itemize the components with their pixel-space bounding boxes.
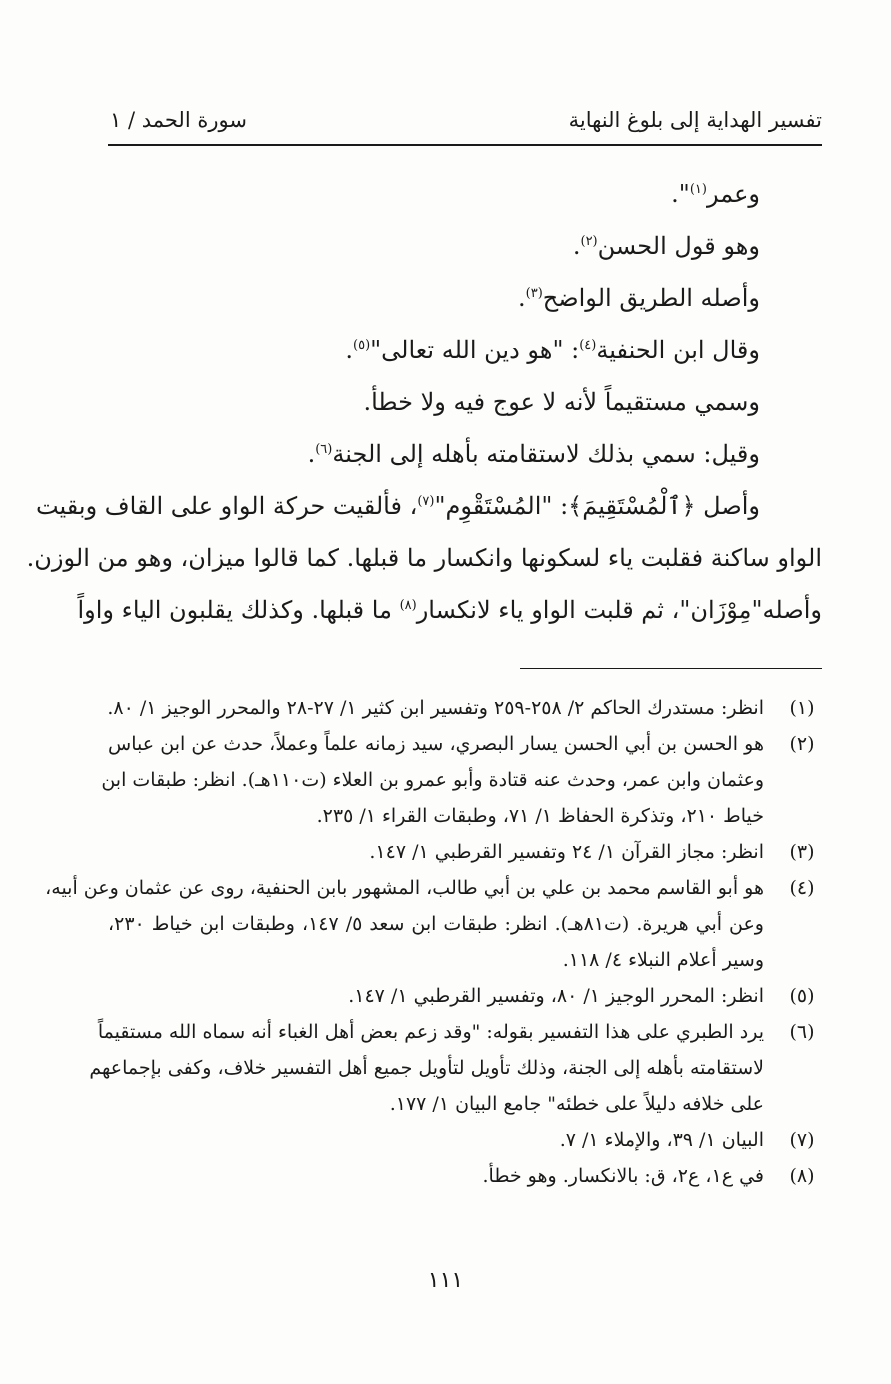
text-line: وقال ابن الحنفية$^{(٤)}$: "هو دين الله تعالى"$^{(٥)}$. — [345, 336, 760, 364]
footnote-number: (٥) — [789, 985, 815, 1007]
footnote-ref[interactable]: (١) — [689, 182, 707, 197]
footnote-number: (١) — [789, 697, 815, 719]
footnote-ref[interactable]: (٨) — [399, 598, 417, 613]
footnote — [108, 1122, 822, 1158]
footnote-ref[interactable]: (٤) — [579, 338, 597, 353]
footnote-ref[interactable]: (٥) — [353, 338, 371, 353]
footnotes — [45, 690, 822, 1194]
footnote-line: هو أبو القاسم محمد بن علي بن أبي طالب، المشهور بابن الحنفية، روى عن عثمان وعن أبيه، — [45, 877, 764, 899]
footnote-ref[interactable]: (٦) — [315, 442, 333, 457]
footnote — [101, 726, 822, 834]
footnote — [108, 1158, 822, 1194]
page-number: ١١١ — [427, 1268, 464, 1293]
text-line: وسمي مستقيماً لأنه لا عوج فيه ولا خطأ. — [363, 388, 760, 416]
footnote-line: انظر: المحرر الوجيز ١/ ٨٠، وتفسير القرطبي ١/ ١٤٧. — [348, 985, 764, 1007]
footnote — [45, 870, 822, 978]
footnote-number: (٢) — [789, 733, 815, 755]
footnote-ref[interactable]: (٣) — [525, 286, 543, 301]
footnote-number: (٣) — [789, 841, 815, 863]
text-line: الواو ساكنة فقلبت ياء لسكونها وانكسار ما قبلها. كما قالوا ميزان، وهو من الوزن. — [26, 544, 822, 572]
text-line: وأصله"مِوْزَان"، ثم قلبت الواو ياء لانكسار$^{(٨)}$ ما قبلها. وكذلك يقلبون الياء واواً — [77, 596, 822, 624]
footnote-ref[interactable]: (٢) — [580, 234, 598, 249]
footnote-line: يرد الطبري على هذا التفسير بقوله: "وقد زعم بعض أهل الغباء أنه سماه الله مستقيماً — [97, 1021, 764, 1043]
header-rule — [108, 144, 822, 146]
footnote-line: على خلافه دليلاً على خطئه" جامع البيان ١/ ١٧٧. — [389, 1093, 764, 1115]
running-header — [108, 108, 822, 136]
text-line: وقيل: سمي بذلك لاستقامته بأهله إلى الجنة$^{(٦)}$. — [307, 440, 760, 468]
footnote-line: في ع١، ع٢، ق: بالانكسار. وهو خطأ. — [482, 1165, 764, 1187]
footnote-line: البيان ١/ ٣٩، والإملاء ١/ ٧. — [559, 1129, 764, 1151]
footnote-number: (٤) — [789, 877, 815, 899]
book-title: تفسير الهداية إلى بلوغ النهاية — [568, 108, 822, 132]
footnote-separator — [520, 668, 822, 669]
footnote-line: هو الحسن بن أبي الحسن يسار البصري، سيد زمانه علماً وعملاً، حدث عن ابن عباس — [108, 733, 764, 755]
footnote-number: (٧) — [789, 1129, 815, 1151]
footnote-line: خياط ٢١٠، وتذكرة الحفاظ ١/ ٧١، وطبقات القراء ١/ ٢٣٥. — [316, 805, 764, 827]
footnote-line: وعثمان وابن عمر، وحدث عنه قتادة وأبو عمرو بن العلاء (ت١١٠هـ). انظر: طبقات ابن — [101, 769, 764, 791]
footnote-number: (٨) — [789, 1165, 815, 1187]
footnote — [89, 1014, 822, 1122]
footnote-line: انظر: مستدرك الحاكم ٢/ ٢٥٨-٢٥٩ وتفسير ابن كثير ١/ ٢٧-٢٨ والمحرر الوجيز ١/ ٨٠. — [107, 697, 764, 719]
footnote-line: وسير أعلام النبلاء ٤/ ١١٨. — [562, 949, 764, 971]
text-line: وأصله الطريق الواضح$^{(٣)}$. — [517, 284, 760, 312]
footnote-number: (٦) — [789, 1021, 815, 1043]
footnote — [108, 978, 822, 1014]
footnote — [108, 834, 822, 870]
footnote — [108, 690, 822, 726]
footnote-line: انظر: مجاز القرآن ١/ ٢٤ وتفسير القرطبي ١/ ١٤٧. — [369, 841, 764, 863]
footnote-line: وعن أبي هريرة. (ت٨١هـ). انظر: طبقات ابن سعد ٥/ ١٤٧، وطبقات ابن خياط ٢٣٠، — [108, 913, 764, 935]
footnote-ref[interactable]: (٧) — [417, 494, 435, 509]
text-line: وأصل ﴿ٱلْمُسْتَقِيمَ﴾: "المُسْتَقْوِم"$^{(٧)}$، فألقيت حركة الواو على القاف وبقيت — [35, 492, 760, 520]
text-line: وعمر$^{(١)}$". — [671, 180, 760, 208]
footnote-line: لاستقامته بأهله إلى الجنة، وذلك تأويل لتأويل جميع أهل التفسير خلاف، وكفى بإجماعهم — [89, 1057, 764, 1079]
surah-label: سورة الحمد / ١ — [110, 108, 247, 132]
main-text — [26, 168, 822, 636]
text-line: وهو قول الحسن$^{(٢)}$. — [572, 232, 760, 260]
